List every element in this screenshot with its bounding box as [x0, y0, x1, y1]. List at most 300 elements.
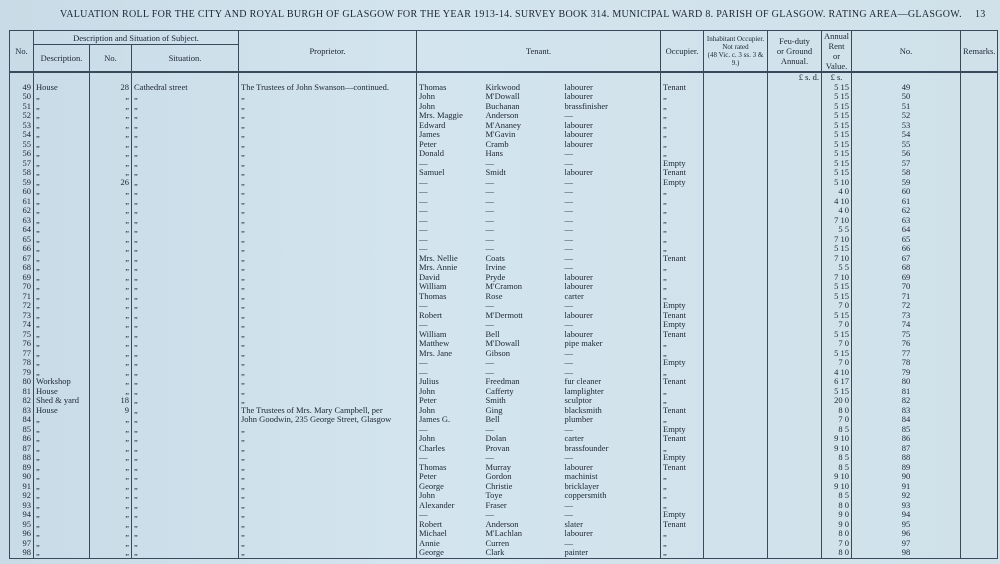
situation-cell: „	[132, 168, 239, 178]
inhabitant-occupier-cell	[704, 406, 768, 416]
feu-duty-cell	[768, 92, 822, 102]
remarks-cell	[961, 216, 998, 226]
description-cell: „	[34, 501, 90, 511]
house-number-cell: „	[90, 235, 132, 245]
feu-duty-cell	[768, 453, 822, 463]
table-row	[10, 244, 998, 254]
situation-cell: „	[132, 216, 239, 226]
feu-duty-cell	[768, 254, 822, 264]
situation-cell: „	[132, 282, 239, 292]
tenant-first-name-cell: John	[417, 406, 484, 416]
occupier-cell: „	[661, 387, 704, 397]
table-row	[10, 216, 998, 226]
table-row	[10, 83, 998, 93]
remarks-cell	[961, 548, 998, 558]
tenant-first-name-cell: Mrs. Annie	[417, 263, 484, 273]
tenant-occupation-cell: machinist	[563, 472, 661, 482]
annual-rent-cell: 7 10	[822, 216, 852, 226]
tenant-surname-cell: —	[485, 196, 494, 206]
feu-duty-cell	[768, 339, 822, 349]
remarks-cell	[961, 491, 998, 501]
remarks-cell	[961, 140, 998, 150]
description-cell: „	[34, 225, 90, 235]
tenant-first-name-cell: Peter	[417, 396, 484, 406]
row-number-right-cell: 85	[852, 425, 961, 435]
occupier-cell: „	[661, 339, 704, 349]
remarks-cell	[961, 349, 998, 359]
feu-duty-cell	[768, 149, 822, 159]
proprietor-cell: The Trustees of John Swanson—continued.	[239, 83, 417, 93]
situation-cell: „	[132, 254, 239, 264]
occupier-cell: „	[661, 472, 704, 482]
proprietor-cell: „	[239, 501, 417, 511]
tenant-surname-cell: Fraser	[485, 500, 507, 510]
table-row	[10, 235, 998, 245]
row-number-cell: 90	[10, 472, 34, 482]
row-number-right-cell: 81	[852, 387, 961, 397]
row-number-right-cell: 79	[852, 368, 961, 378]
row-number-right-cell: 74	[852, 320, 961, 330]
feu-duty-cell	[768, 263, 822, 273]
inhabitant-occupier-cell	[704, 425, 768, 435]
description-cell: „	[34, 368, 90, 378]
row-number-right-cell: 50	[852, 92, 961, 102]
occupier-cell: Tenant	[661, 463, 704, 473]
tenant-occupation-cell: labourer	[563, 311, 661, 321]
situation-cell: „	[132, 225, 239, 235]
table-row	[10, 121, 998, 131]
proprietor-cell: „	[239, 254, 417, 264]
occupier-cell: „	[661, 273, 704, 283]
row-number-cell: 97	[10, 539, 34, 549]
house-number-cell: 18	[90, 396, 132, 406]
house-number-cell: „	[90, 491, 132, 501]
tenant-surname-cell: Rose	[485, 291, 503, 301]
annual-rent-cell: 7 0	[822, 339, 852, 349]
table-row	[10, 292, 998, 302]
row-number-cell: 65	[10, 235, 34, 245]
occupier-cell: Empty	[661, 510, 704, 520]
row-number-right-cell: 96	[852, 529, 961, 539]
house-number-cell: „	[90, 510, 132, 520]
tenant-first-name-cell: Peter	[417, 472, 484, 482]
proprietor-cell: „	[239, 520, 417, 530]
table-row	[10, 415, 998, 425]
description-cell: „	[34, 301, 90, 311]
row-number-cell: 55	[10, 140, 34, 150]
house-number-cell: „	[90, 387, 132, 397]
inhabitant-line-2: Not rated	[722, 43, 749, 51]
row-number-cell: 79	[10, 368, 34, 378]
header-title: VALUATION ROLL FOR THE CITY AND ROYAL BURGH OF GLASGOW FOR THE YEAR 1913-14. SURVEY BOOK 314. MUNICIPAL WARD 8. PARISH OF GLASGOW. RATING AREA—GLASGOW.	[60, 9, 962, 20]
proprietor-cell: „	[239, 235, 417, 245]
annual-rent-cell: 9 10	[822, 434, 852, 444]
tenant-occupation-cell: —	[563, 320, 661, 330]
house-number-cell: „	[90, 130, 132, 140]
row-number-cell: 57	[10, 159, 34, 169]
occupier-cell: Tenant	[661, 377, 704, 387]
table-row	[10, 510, 998, 520]
row-number-cell: 84	[10, 415, 34, 425]
row-number-cell: 59	[10, 178, 34, 188]
tenant-surname-cell: —	[485, 301, 494, 310]
tenant-surname-cell: Buchanan	[485, 101, 520, 111]
remarks-cell	[961, 482, 998, 492]
tenant-first-name-cell: Mrs. Jane	[417, 349, 484, 359]
remarks-cell	[961, 320, 998, 330]
feu-duty-cell	[768, 510, 822, 520]
row-number-cell: 69	[10, 273, 34, 283]
occupier-cell: „	[661, 491, 704, 501]
annual-rent-cell: 8 0	[822, 406, 852, 416]
occupier-cell: Empty	[661, 159, 704, 169]
inhabitant-occupier-cell	[704, 273, 768, 283]
description-cell: „	[34, 187, 90, 197]
tenant-surname-cell: Gibson	[485, 348, 511, 358]
description-cell: „	[34, 206, 90, 216]
house-number-cell: „	[90, 216, 132, 226]
house-number-cell: „	[90, 225, 132, 235]
remarks-cell	[961, 102, 998, 112]
tenant-surname-cell: Curren	[485, 538, 510, 548]
remarks-cell	[961, 377, 998, 387]
annual-rent-cell: 8 0	[822, 529, 852, 539]
inhabitant-occupier-cell	[704, 149, 768, 159]
tenant-occupation-cell: labourer	[563, 130, 661, 140]
tenant-first-name-cell: Thomas	[417, 83, 484, 93]
tenant-first-name-cell: Alexander	[417, 501, 484, 511]
description-cell: „	[34, 425, 90, 435]
description-cell: „	[34, 244, 90, 254]
page-header	[60, 9, 986, 20]
tenant-occupation-cell: fur cleaner	[563, 377, 661, 387]
tenant-first-name-cell: —	[417, 225, 484, 235]
description-cell: „	[34, 415, 90, 425]
situation-cell: „	[132, 377, 239, 387]
tenant-surname-cell: M'Dowall	[485, 92, 520, 101]
occupier-cell: Tenant	[661, 434, 704, 444]
annual-rent-cell: 8 5	[822, 425, 852, 435]
description-cell: „	[34, 159, 90, 169]
table-row	[10, 225, 998, 235]
tenant-first-name-cell: William	[417, 330, 484, 340]
situation-cell: „	[132, 548, 239, 558]
tenant-first-name-cell: —	[417, 197, 484, 207]
rent-line-2: Rent or	[828, 41, 845, 61]
table-row	[10, 102, 998, 112]
tenant-surname-cell: Freedman	[485, 377, 520, 386]
row-number-right-cell: 55	[852, 140, 961, 150]
tenant-surname-cell: —	[485, 215, 494, 225]
row-number-right-cell: 76	[852, 339, 961, 349]
rent-units: £ s.	[822, 72, 852, 83]
occupier-cell: „	[661, 501, 704, 511]
proprietor-cell: „	[239, 206, 417, 216]
annual-rent-cell: 5 5	[822, 225, 852, 235]
situation-cell: „	[132, 263, 239, 273]
row-number-right-cell: 88	[852, 453, 961, 463]
tenant-surname-cell: Bell	[485, 415, 500, 424]
tenant-surname-cell: Smidt	[485, 168, 506, 177]
occupier-cell: Tenant	[661, 83, 704, 93]
situation-cell: „	[132, 425, 239, 435]
description-cell: „	[34, 273, 90, 283]
tenant-surname-cell: —	[485, 510, 494, 519]
row-number-cell: 67	[10, 254, 34, 264]
proprietor-cell: „	[239, 159, 417, 169]
remarks-cell	[961, 168, 998, 178]
situation-cell: „	[132, 434, 239, 444]
description-cell: „	[34, 311, 90, 321]
inhabitant-occupier-cell	[704, 168, 768, 178]
row-number-right-cell: 70	[852, 282, 961, 292]
house-number-cell: „	[90, 197, 132, 207]
row-number-cell: 52	[10, 111, 34, 121]
annual-rent-cell: 5 15	[822, 149, 852, 159]
tenant-surname-cell: Dolan	[485, 434, 507, 443]
tenant-surname-cell: —	[485, 244, 494, 253]
occupier-cell: Tenant	[661, 520, 704, 530]
table-row	[10, 434, 998, 444]
description-cell: „	[34, 130, 90, 140]
row-number-cell: 91	[10, 482, 34, 492]
situation-cell: „	[132, 149, 239, 159]
annual-rent-cell: 4 0	[822, 206, 852, 216]
description-cell: „	[34, 539, 90, 549]
row-number-right-cell: 75	[852, 330, 961, 340]
tenant-occupation-cell: labourer	[563, 140, 661, 150]
valuation-table	[9, 30, 998, 559]
annual-rent-cell: 4 0	[822, 187, 852, 197]
tenant-occupation-cell: coppersmith	[563, 491, 661, 501]
remarks-cell	[961, 396, 998, 406]
description-cell: „	[34, 510, 90, 520]
annual-rent-cell: 5 15	[822, 349, 852, 359]
description-cell: House	[34, 83, 90, 93]
row-number-cell: 72	[10, 301, 34, 311]
inhabitant-occupier-cell	[704, 92, 768, 102]
row-number-cell: 75	[10, 330, 34, 340]
tenant-first-name-cell: Mrs. Nellie	[417, 254, 484, 264]
tenant-occupation-cell: —	[563, 225, 661, 235]
row-number-right-cell: 53	[852, 121, 961, 131]
inhabitant-line-1: Inhabitant Occupier.	[706, 35, 765, 43]
tenant-first-name-cell: —	[417, 510, 484, 520]
roll-body	[10, 72, 998, 558]
units-row	[10, 72, 998, 83]
tenant-surname-cell: Ging	[485, 405, 503, 415]
annual-rent-cell: 5 15	[822, 244, 852, 254]
situation-cell: „	[132, 406, 239, 416]
proprietor-cell: „	[239, 491, 417, 501]
row-number-right-cell: 77	[852, 349, 961, 359]
row-number-cell: 60	[10, 187, 34, 197]
description-cell: „	[34, 168, 90, 178]
house-number-cell: 26	[90, 178, 132, 188]
tenant-first-name-cell: John	[417, 102, 484, 112]
tenant-occupation-cell: —	[563, 206, 661, 216]
row-number-cell: 64	[10, 225, 34, 235]
situation-cell: „	[132, 130, 239, 140]
proprietor-cell: „	[239, 510, 417, 520]
inhabitant-occupier-cell	[704, 463, 768, 473]
occupier-cell: „	[661, 111, 704, 121]
tenant-first-name-cell: John	[417, 92, 484, 102]
tenant-occupation-cell: labourer	[563, 463, 661, 473]
house-number-cell: „	[90, 121, 132, 131]
row-number-cell: 96	[10, 529, 34, 539]
table-row	[10, 187, 998, 197]
proprietor-cell: „	[239, 320, 417, 330]
situation-cell: „	[132, 159, 239, 169]
remarks-cell	[961, 178, 998, 188]
row-number-right-cell: 58	[852, 168, 961, 178]
annual-rent-cell: 9 0	[822, 520, 852, 530]
row-number-right-cell: 63	[852, 216, 961, 226]
feu-duty-cell	[768, 415, 822, 425]
proprietor-cell: „	[239, 273, 417, 283]
occupier-cell: „	[661, 225, 704, 235]
remarks-cell	[961, 444, 998, 454]
table-row	[10, 282, 998, 292]
proprietor-cell: „	[239, 548, 417, 558]
row-number-right-cell: 91	[852, 482, 961, 492]
tenant-occupation-cell: blacksmith	[563, 406, 661, 416]
house-number-cell: „	[90, 206, 132, 216]
proprietor-cell: „	[239, 444, 417, 454]
tenant-surname-cell: —	[485, 453, 494, 462]
annual-rent-cell: 9 0	[822, 510, 852, 520]
remarks-cell	[961, 529, 998, 539]
inhabitant-occupier-cell	[704, 539, 768, 549]
house-number-cell: „	[90, 349, 132, 359]
table-row	[10, 168, 998, 178]
annual-rent-cell: 5 15	[822, 111, 852, 121]
description-cell: Workshop	[34, 377, 90, 387]
table-row	[10, 206, 998, 216]
annual-rent-cell: 5 15	[822, 168, 852, 178]
tenant-occupation-cell: —	[563, 187, 661, 197]
proprietor-cell: „	[239, 92, 417, 102]
occupier-cell: „	[661, 368, 704, 378]
tenant-occupation-cell: —	[563, 349, 661, 359]
row-number-right-cell: 71	[852, 292, 961, 302]
tenant-surname-cell: Gordon	[485, 472, 512, 481]
tenant-first-name-cell: —	[417, 301, 484, 311]
col-header-situation: Situation.	[132, 45, 239, 72]
tenant-surname-cell: —	[485, 234, 494, 244]
tenant-surname-cell: Toye	[485, 491, 503, 500]
description-cell: „	[34, 330, 90, 340]
table-row	[10, 111, 998, 121]
feu-duty-cell	[768, 396, 822, 406]
inhabitant-occupier-cell	[704, 387, 768, 397]
annual-rent-cell: 7 0	[822, 301, 852, 311]
house-number-cell: „	[90, 482, 132, 492]
table-row	[10, 358, 998, 368]
feu-duty-cell	[768, 197, 822, 207]
occupier-cell: „	[661, 244, 704, 254]
row-number-right-cell: 82	[852, 396, 961, 406]
description-cell: „	[34, 491, 90, 501]
inhabitant-occupier-cell	[704, 235, 768, 245]
description-cell: „	[34, 339, 90, 349]
row-number-right-cell: 89	[852, 463, 961, 473]
tenant-surname-cell: —	[485, 367, 494, 377]
row-number-cell: 66	[10, 244, 34, 254]
tenant-first-name-cell: —	[417, 358, 484, 368]
inhabitant-occupier-cell	[704, 102, 768, 112]
col-header-remarks: Remarks.	[961, 31, 998, 73]
table-row	[10, 178, 998, 188]
row-number-cell: 82	[10, 396, 34, 406]
proprietor-cell: „	[239, 102, 417, 112]
proprietor-cell: „	[239, 529, 417, 539]
tenant-surname-cell: Murray	[485, 462, 511, 472]
annual-rent-cell: 8 5	[822, 463, 852, 473]
table-row	[10, 396, 998, 406]
inhabitant-occupier-cell	[704, 244, 768, 254]
col-header-description: Description.	[34, 45, 90, 72]
row-number-right-cell: 97	[852, 539, 961, 549]
row-number-right-cell: 92	[852, 491, 961, 501]
row-number-right-cell: 67	[852, 254, 961, 264]
occupier-cell: Empty	[661, 320, 704, 330]
row-number-cell: 74	[10, 320, 34, 330]
inhabitant-occupier-cell	[704, 301, 768, 311]
situation-cell: „	[132, 301, 239, 311]
tenant-first-name-cell: Samuel	[417, 168, 484, 178]
situation-cell: „	[132, 472, 239, 482]
feu-duty-cell	[768, 349, 822, 359]
remarks-cell	[961, 434, 998, 444]
inhabitant-occupier-cell	[704, 510, 768, 520]
house-number-cell: „	[90, 434, 132, 444]
proprietor-cell: „	[239, 282, 417, 292]
inhabitant-occupier-cell	[704, 320, 768, 330]
row-number-cell: 86	[10, 434, 34, 444]
tenant-occupation-cell: —	[563, 358, 661, 368]
row-number-cell: 95	[10, 520, 34, 530]
row-number-right-cell: 64	[852, 225, 961, 235]
feu-duty-cell	[768, 102, 822, 112]
house-number-cell: 9	[90, 406, 132, 416]
feu-duty-cell	[768, 425, 822, 435]
description-cell: „	[34, 254, 90, 264]
feu-duty-cell	[768, 434, 822, 444]
tenant-occupation-cell: —	[563, 425, 661, 435]
house-number-cell: „	[90, 102, 132, 112]
tenant-surname-cell: M'Lachlan	[485, 529, 522, 538]
proprietor-cell: „	[239, 425, 417, 435]
page-number: 13	[975, 9, 986, 20]
annual-rent-cell: 5 15	[822, 159, 852, 169]
table-row	[10, 330, 998, 340]
tenant-surname-cell: Irvine	[485, 263, 506, 272]
situation-cell: „	[132, 244, 239, 254]
annual-rent-cell: 20 0	[822, 396, 852, 406]
feu-duty-cell	[768, 121, 822, 131]
tenant-first-name-cell: Julius	[417, 377, 484, 387]
feu-line-1: Feu-duty	[779, 36, 810, 46]
house-number-cell: „	[90, 529, 132, 539]
rent-line-1: Annual	[824, 31, 850, 41]
situation-cell: „	[132, 501, 239, 511]
inhabitant-occupier-cell	[704, 368, 768, 378]
row-number-right-cell: 73	[852, 311, 961, 321]
proprietor-cell: „	[239, 387, 417, 397]
feu-duty-cell	[768, 292, 822, 302]
